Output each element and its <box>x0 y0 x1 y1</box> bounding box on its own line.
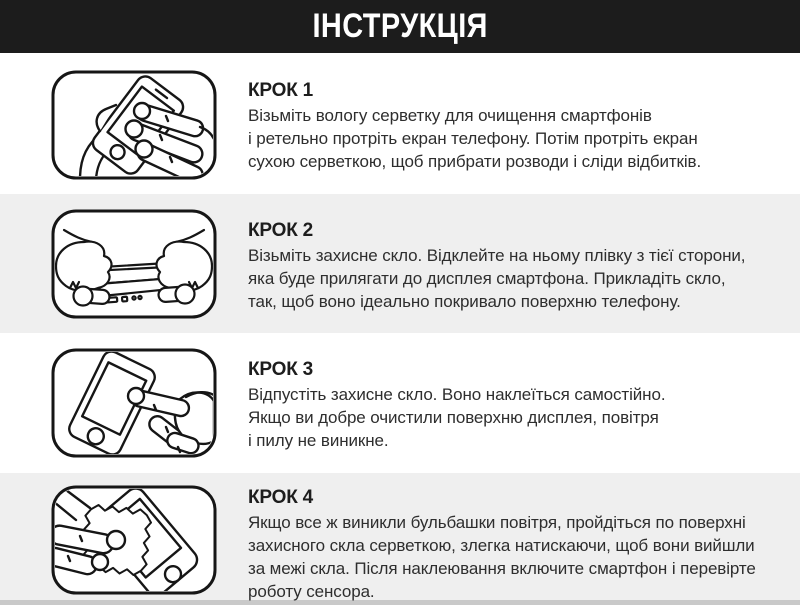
hand-wiping-phone-with-cloth-icon <box>50 484 218 596</box>
hands-wiping-phone-icon <box>50 69 218 181</box>
page-title: ІНСТРУКЦІЯ <box>312 7 488 45</box>
hands-holding-glass-over-phone-icon <box>50 208 218 320</box>
step-2-text <box>248 220 778 313</box>
step-3-text <box>248 359 778 452</box>
step-text-line: Якщо ви добре очистили поверхню дисплея, повітря <box>248 408 659 427</box>
step-text-line: Візьміть захисне скло. Відклейте на ньому плівку з тієї сторони, <box>248 246 746 265</box>
step-title: КРОК 3 <box>248 359 314 380</box>
step-text-line: і пилу не виникне. <box>248 431 389 450</box>
step-2-figure <box>50 208 218 320</box>
finger-pressing-phone-screen-icon <box>50 347 218 459</box>
step-1-figure <box>50 69 218 181</box>
step-text-line: Якщо все ж виникли бульбашки повітря, пройдіться по поверхні <box>248 513 746 532</box>
step-1-text <box>248 80 778 173</box>
step-3-figure <box>50 347 218 459</box>
step-text-line: і ретельно протріть екран телефону. Потім протріть екран <box>248 129 698 148</box>
step-title: КРОК 1 <box>248 80 314 101</box>
header-banner <box>0 0 800 53</box>
step-text-line: роботу сенсора. <box>248 582 375 601</box>
step-text-line: так, щоб воно ідеально покривало поверхню телефону. <box>248 292 681 311</box>
step-text-line: яка буде прилягати до дисплея смартфона. Прикладіть скло, <box>248 269 726 288</box>
step-text-line: Візьміть вологу серветку для очищення смартфонів <box>248 106 652 125</box>
step-text-line: за межі скла. Після наклеювання включите смартфон і перевірте <box>248 559 756 578</box>
step-4-text <box>248 487 778 603</box>
step-title: КРОК 2 <box>248 220 314 241</box>
step-text-line: Відпустіть захисне скло. Воно наклеїться самостійно. <box>248 385 666 404</box>
step-4-figure <box>50 484 218 596</box>
step-title: КРОК 4 <box>248 487 314 508</box>
step-text-line: захисного скла серветкою, злегка натискаючи, щоб вони вийшли <box>248 536 755 555</box>
step-text-line: сухою серветкою, щоб прибрати розводи і сліди відбитків. <box>248 152 702 171</box>
